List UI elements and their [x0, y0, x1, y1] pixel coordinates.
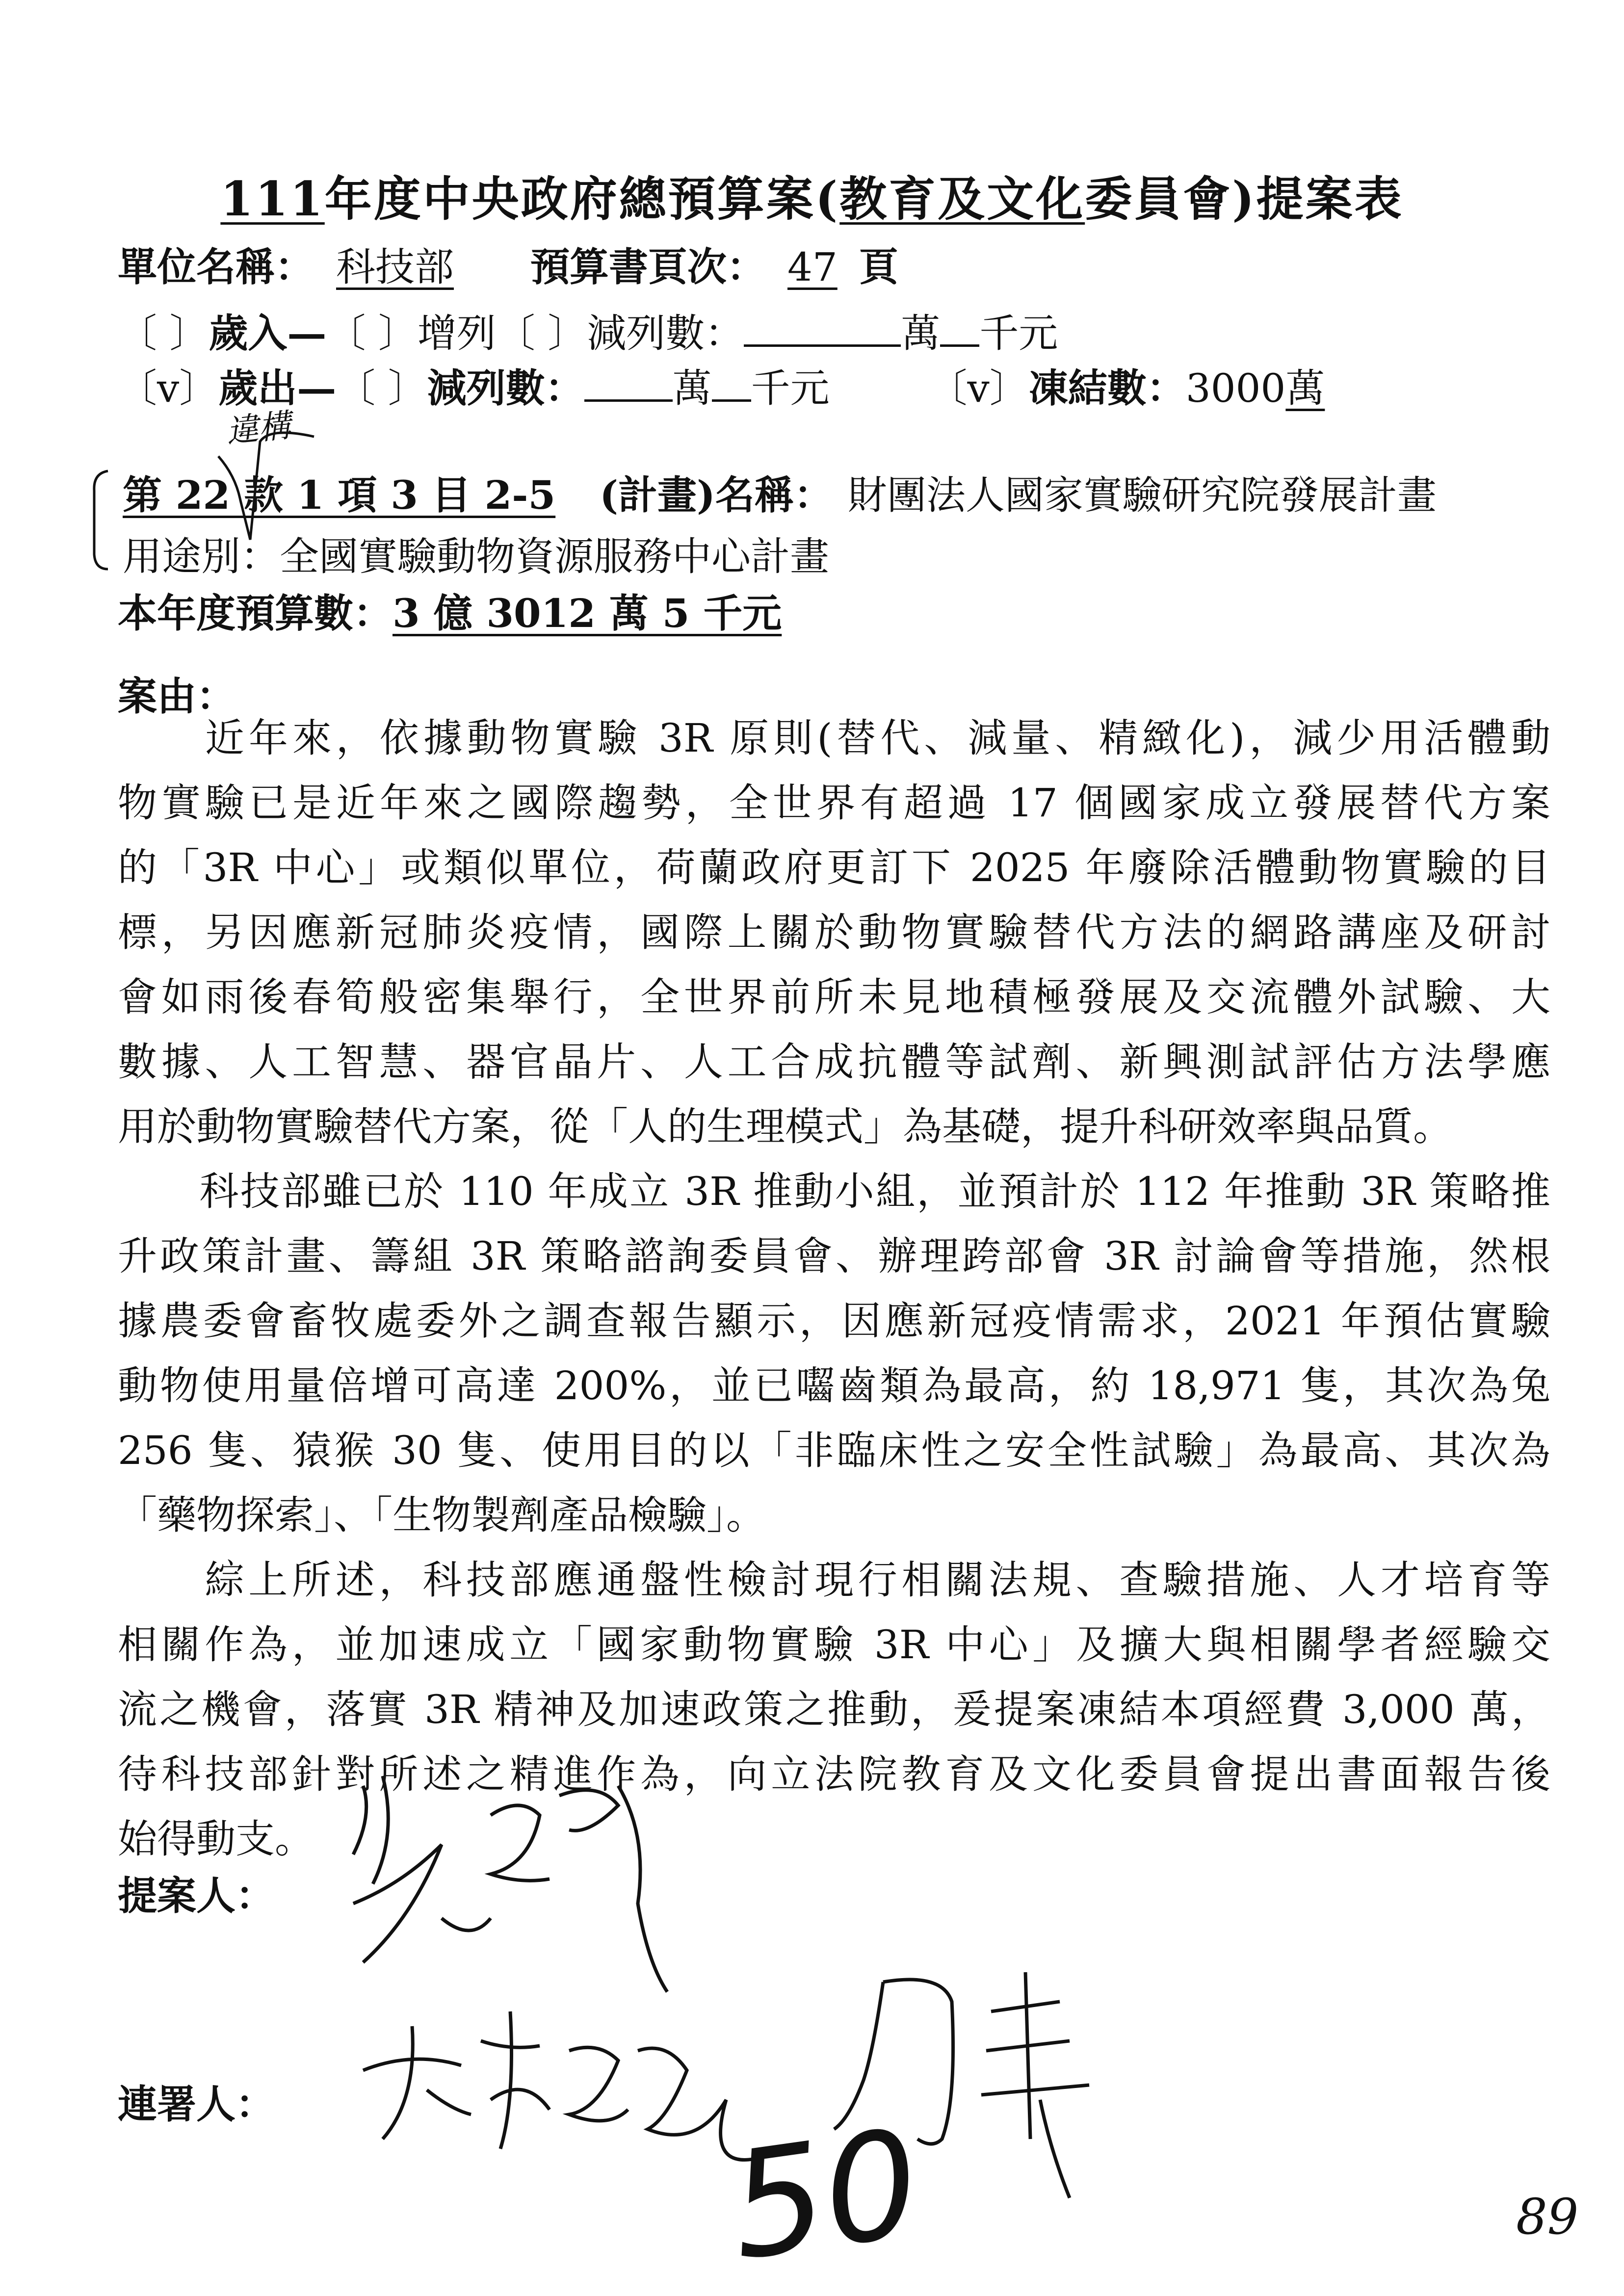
blank-line — [940, 310, 979, 347]
page-label: 預算書頁次： — [530, 244, 766, 290]
qian-label: 千元 — [979, 311, 1058, 356]
reduce-label: 減列數： — [587, 311, 744, 356]
body-line: 流之機會，落實 3R 精神及加速政策之推動，爰提案凍結本項經費 3,000 萬， — [118, 1687, 1550, 1732]
budget-row — [118, 582, 782, 638]
body-line: 「藥物探索」、「生物製劑產品檢驗」。 — [118, 1492, 765, 1538]
body-line: 待科技部針對所述之精進作為，向立法院教育及文化委員會提出書面報告後 — [118, 1751, 1550, 1797]
body-line: 近年來，依據動物實驗 3R 原則(替代、減量、精緻化)，減少用活體動 — [118, 715, 1550, 761]
usage-row — [123, 525, 829, 581]
body-line: 用於動物實驗替代方案，從「人的生理模式」為基礎，提升科研效率與品質。 — [118, 1104, 1452, 1149]
budget-value: 3 億 3012 萬 5 千元 — [393, 590, 782, 636]
revenue-label: 歲入— — [209, 310, 327, 356]
body-line: 數據、人工智慧、器官晶片、人工合成抗體等試劑、新興測試評估方法學應 — [118, 1039, 1550, 1085]
item-row — [123, 464, 1437, 520]
body-line: 科技部雖已於 110 年成立 3R 推動小組，並預計於 112 年推動 3R 策略推 — [118, 1169, 1550, 1214]
usage-label: 用途別： — [123, 534, 280, 579]
unit-value: 科技部 — [336, 244, 454, 290]
proposer-label: 提案人： — [118, 1873, 275, 1919]
body-line: 256 隻、猿猴 30 隻、使用目的以「非臨床性之安全性試驗」為最高、其次為 — [118, 1428, 1550, 1473]
reduce-checkbox: 〔 〕 — [496, 311, 587, 356]
body-line: 的「3R 中心」或類似單位，荷蘭政府更訂下 2025 年廢除活體動物實驗的目 — [118, 845, 1550, 890]
body-line: 升政策計畫、籌組 3R 策略諮詢委員會、辦理跨部會 3R 討論會等措施，然根 — [118, 1233, 1550, 1279]
item-number: 第 22 款 1 項 3 目 2-5 — [123, 472, 556, 518]
body-line: 動物使用量倍增可高達 200%，並已囓齒類為最高，約 18,971 隻，其次為兔 — [118, 1363, 1550, 1409]
freeze-label: 凍結數： — [1028, 365, 1186, 411]
expense-label: 歲出— — [218, 365, 337, 411]
body-line: 會如雨後春筍般密集舉行，全世界前所未見地積極發展及交流體外試驗、大 — [118, 974, 1550, 1020]
reduce-label: 減列數： — [427, 365, 584, 411]
title-post: 委員會)提案表 — [1085, 171, 1404, 227]
handwritten-annotation: 違構 — [224, 406, 293, 451]
expense-row — [118, 357, 1325, 413]
project-name-value: 財團法人國家實驗研究院發展計畫 — [847, 472, 1437, 518]
title-committee: 教育及文化 — [839, 171, 1085, 227]
page-unit: 頁 — [859, 244, 898, 290]
unit-row — [118, 235, 898, 292]
body-line: 據農委會畜牧處委外之調查報告顯示，因應新冠疫情需求，2021 年預估實驗 — [118, 1298, 1550, 1344]
blank-line — [712, 365, 751, 402]
wan-label: 萬 — [672, 365, 712, 411]
document-title — [0, 162, 1624, 229]
usage-value: 全國實驗動物資源服務中心計畫 — [280, 534, 829, 579]
unit-label: 單位名稱： — [118, 244, 314, 290]
reason-body — [118, 706, 1550, 1872]
budget-label: 本年度預算數： — [118, 590, 393, 636]
body-line: 綜上所述，科技部應通盤性檢討現行相關法規、查驗措施、人才培育等 — [118, 1557, 1550, 1603]
revenue-checkbox: 〔 〕 — [118, 311, 209, 356]
page-number: 89 — [1516, 2188, 1579, 2245]
blank-line — [584, 365, 673, 402]
expense-checkbox: 〔v〕 — [118, 365, 219, 411]
body-line: 物實驗已是近年來之國際趨勢，全世界有超過 17 個國家成立發展替代方案 — [118, 780, 1550, 826]
cosigner-label: 連署人： — [118, 2081, 275, 2127]
body-line: 標，另因應新冠肺炎疫情，國際上關於動物實驗替代方法的網路講座及研討 — [118, 910, 1550, 955]
page-value: 47 — [787, 244, 838, 290]
title-pre: 年度中央政府總預算案( — [324, 171, 840, 227]
freeze-checkbox: 〔v〕 — [928, 365, 1029, 411]
freeze-value: 3000 — [1185, 365, 1286, 411]
reduce-checkbox: 〔 〕 — [336, 365, 427, 411]
add-label: 增列 — [417, 311, 496, 356]
title-year: 111 — [220, 171, 325, 227]
body-line: 相關作為，並加速成立「國家動物實驗 3R 中心」及擴大與相關學者經驗交 — [118, 1622, 1550, 1668]
reason-label: 案由： — [118, 673, 236, 719]
project-name-label: (計畫)名稱： — [600, 472, 833, 518]
add-checkbox: 〔 〕 — [326, 311, 418, 356]
revenue-row — [118, 302, 1058, 358]
blank-line — [744, 310, 901, 347]
qian-label: 千元 — [751, 365, 830, 411]
wan-label: 萬 — [901, 311, 941, 356]
body-line: 始得動支。 — [118, 1816, 314, 1862]
handwritten-count: 50 — [720, 2097, 930, 2293]
freeze-unit: 萬 — [1285, 365, 1325, 411]
